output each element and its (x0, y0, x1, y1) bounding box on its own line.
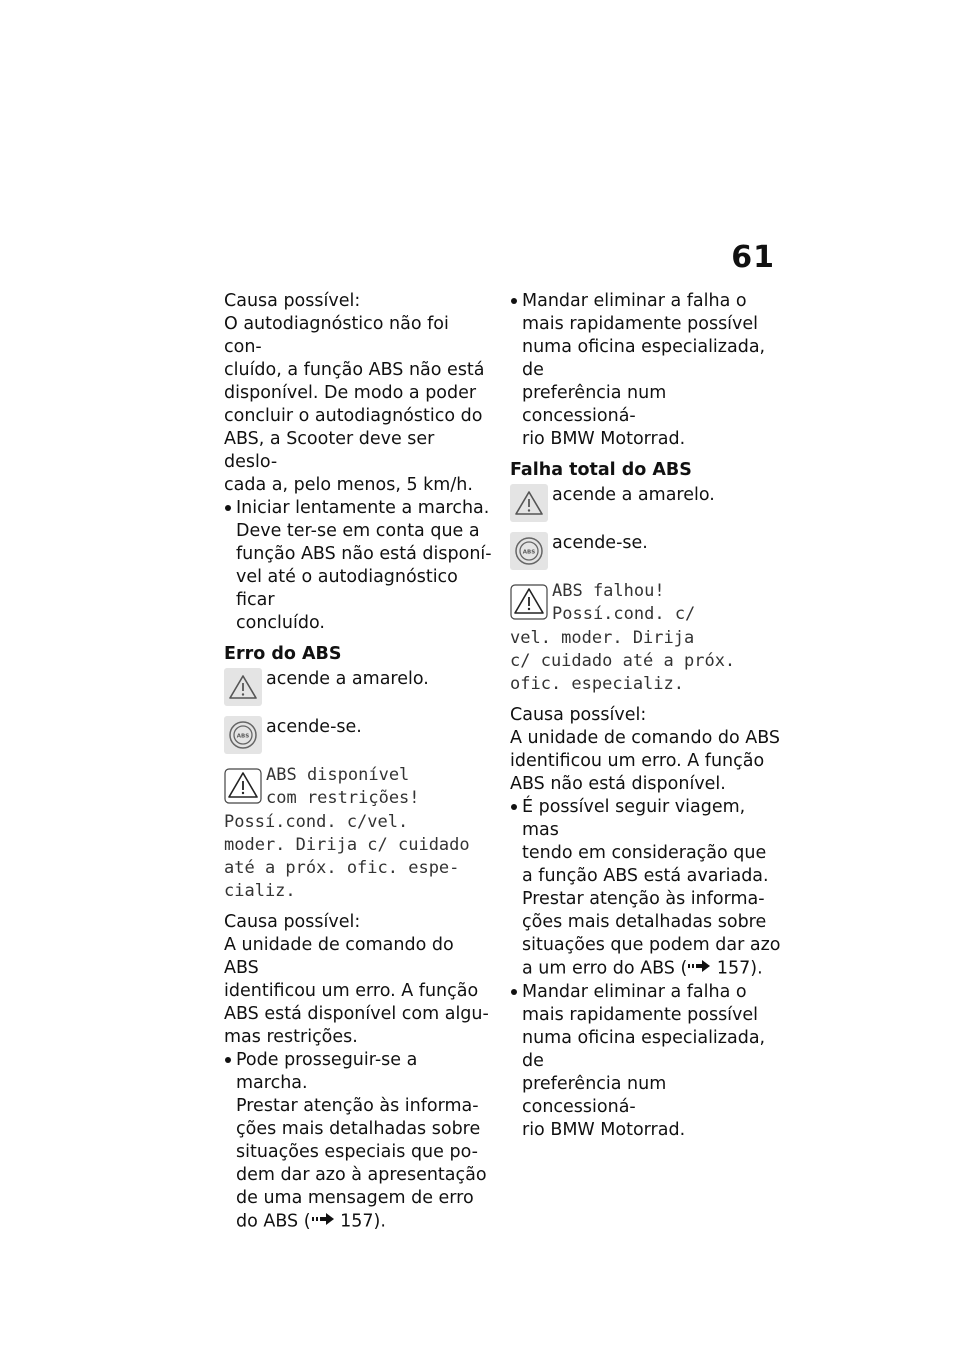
cause-text (224, 313, 492, 497)
text-line: numa oficina especializada, de (522, 1027, 766, 1071)
cause-label: Causa possível: (510, 705, 647, 725)
message-line: Possí.cond. c/vel. (224, 812, 409, 832)
text-line (522, 957, 782, 981)
text-line: Deve ter-se em conta que a (236, 521, 480, 541)
text-line: rio BMW Motorrad. (522, 429, 686, 449)
text-line: É possível seguir viagem, mas (522, 797, 746, 840)
page-number: 61 (731, 240, 775, 275)
text-line: A unidade de comando do ABS (510, 728, 781, 748)
text-line: mais rapidamente possível (522, 314, 759, 334)
indicator-row-abs (510, 532, 782, 570)
indicator-text: acende a amarelo. (552, 485, 715, 505)
message-line: Possí.cond. c/ (552, 604, 696, 624)
text-line: A unidade de comando do ABS (224, 935, 454, 978)
bullet-item (224, 497, 492, 635)
text-line: Mandar eliminar a falha o (522, 291, 747, 311)
indicator-text: acende-se. (266, 717, 362, 737)
text-line: dem dar azo à apresentação (236, 1165, 487, 1185)
abs-indicator-icon (510, 532, 548, 570)
cause-label: Causa possível: (224, 912, 361, 932)
indicator-text: acende-se. (552, 533, 648, 553)
text-line: disponível. De modo a poder (224, 383, 477, 403)
cause-text (510, 727, 782, 796)
text-line: ABS, a Scooter deve ser deslo- (224, 429, 435, 472)
text-line: preferência num concessioná- (522, 1073, 667, 1117)
page-reference[interactable]: 157). (716, 958, 763, 979)
text-line: de uma mensagem de erro (236, 1188, 474, 1208)
message-line: moder. Dirija c/ cuidado (224, 835, 470, 855)
page-reference[interactable]: 157). (340, 1211, 386, 1232)
warning-triangle-icon (224, 668, 262, 706)
text-line: cluído, a função ABS não está (224, 360, 485, 380)
text-line: mas restrições. (224, 1027, 358, 1047)
text-fragment: do ABS ( (236, 1211, 311, 1232)
text-line: vel até o autodiagnóstico ficar (236, 567, 458, 610)
text-line: função ABS não está disponí- (236, 544, 492, 564)
message-line: cializ. (224, 881, 296, 901)
cause-text (224, 934, 492, 1049)
text-fragment: a um erro do ABS ( (522, 958, 688, 979)
display-message (224, 764, 492, 903)
abs-indicator-icon (224, 716, 262, 754)
text-line: Pode prosseguir-se a marcha. (236, 1050, 418, 1093)
text-line: ABS está disponível com algu- (224, 1004, 489, 1024)
text-line: ABS não está disponível. (510, 774, 726, 794)
indicator-row-warning (510, 484, 782, 522)
warning-triangle-icon (224, 768, 262, 811)
text-line: tendo em consideração que (522, 843, 767, 863)
section-heading: Falha total do ABS (510, 460, 692, 480)
page-reference-arrow-icon (687, 957, 711, 980)
svg-text:ABS: ABS (522, 549, 536, 556)
message-line: c/ cuidado até a próx. (510, 651, 736, 671)
bullet-item (510, 981, 782, 1142)
text-line: ções mais detalhadas sobre (236, 1119, 481, 1139)
section-heading: Erro do ABS (224, 644, 342, 664)
left-column (224, 290, 492, 1234)
message-line: ABS disponível (266, 765, 410, 785)
text-line: numa oficina especializada, de (522, 337, 766, 380)
text-line: a função ABS está avariada. (522, 866, 769, 886)
text-line: Mandar eliminar a falha o (522, 981, 747, 1002)
text-line: preferência num concessioná- (522, 383, 667, 426)
cause-label: Causa possível: (224, 291, 361, 311)
bullet-item (510, 796, 782, 981)
warning-triangle-icon (510, 484, 548, 522)
bullet-item (510, 290, 782, 451)
message-line: com restrições! (266, 788, 420, 808)
text-line: rio BMW Motorrad. (522, 1119, 686, 1140)
text-line: concluir o autodiagnóstico do (224, 406, 483, 426)
indicator-text: acende a amarelo. (266, 669, 429, 689)
message-line: vel. moder. Dirija (510, 628, 695, 648)
message-line: ofic. especializ. (510, 674, 684, 694)
text-line: Iniciar lentamente a marcha. (236, 498, 490, 518)
message-line: ABS falhou! (552, 581, 665, 601)
right-column (510, 290, 782, 1142)
text-line (236, 1210, 492, 1234)
text-line: identificou um erro. A função (510, 751, 765, 771)
text-line: identificou um erro. A função (224, 981, 479, 1001)
text-line: Prestar atenção às informa- (522, 889, 765, 909)
text-line: concluído. (236, 613, 325, 633)
message-line: até a próx. ofic. espe- (224, 858, 460, 878)
bullet-item (224, 1049, 492, 1234)
text-line: ções mais detalhadas sobre (522, 912, 767, 932)
text-line: mais rapidamente possível (522, 1004, 759, 1025)
text-line: Prestar atenção às informa- (236, 1096, 479, 1116)
text-line: situações que podem dar azo (522, 935, 781, 955)
text-line: O autodiagnóstico não foi con- (224, 314, 449, 357)
warning-triangle-icon (510, 584, 548, 627)
indicator-row-abs (224, 716, 492, 754)
page-reference-arrow-icon (311, 1210, 335, 1233)
display-message (510, 580, 782, 696)
text-line: situações especiais que po- (236, 1142, 478, 1162)
text-line: cada a, pelo menos, 5 km/h. (224, 475, 473, 495)
svg-text:ABS: ABS (236, 733, 250, 740)
indicator-row-warning (224, 668, 492, 706)
